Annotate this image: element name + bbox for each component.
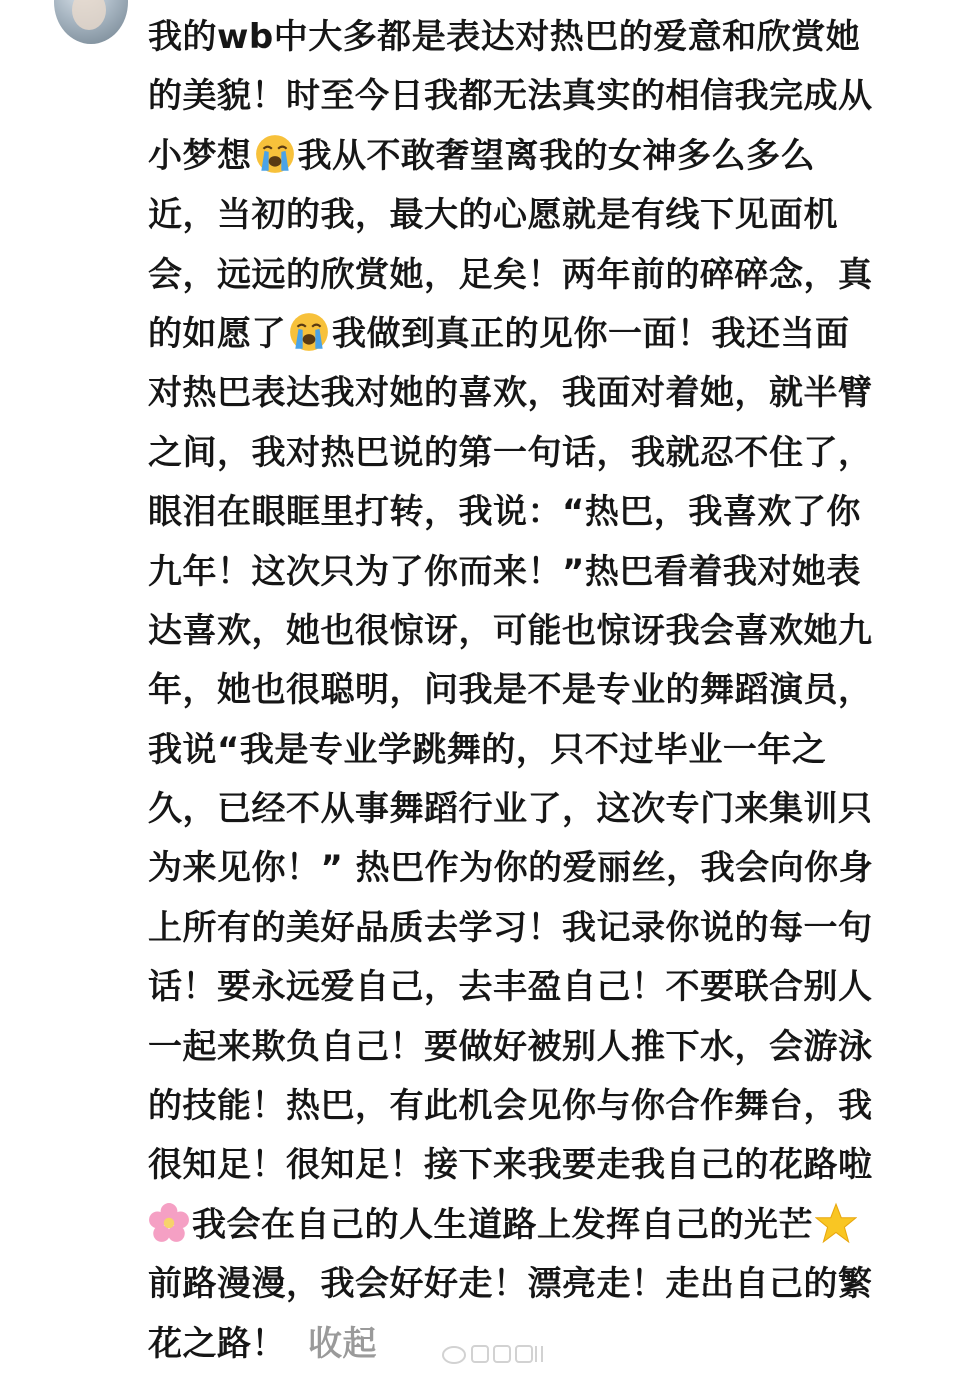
comment-line: 上所有的美好品质去学习！我记录你说的每一句 — [148, 907, 873, 948]
comment-line: 我说“我是专业学跳舞的，只不过毕业一年之 — [148, 729, 827, 770]
comment-line: 我的wb中大多都是表达对热巴的爱意和欣赏她 — [148, 17, 861, 57]
comment-line: 达喜欢，她也很惊讶，可能也惊讶我会喜欢她九 — [148, 610, 873, 651]
comment-line: 前路漫漫，我会好好走！漂亮走！走出自己的繁 — [148, 1264, 873, 1305]
comment-line: 近，当初的我，最大的心愿就是有线下见面机 — [148, 195, 838, 236]
cherry-blossom-icon — [148, 1202, 190, 1244]
comment-text: 我会在自己的人生道路上发挥自己的光芒 — [192, 1204, 813, 1245]
comment-line: 会，远远的欣赏她，足矣！两年前的碎碎念，真 — [148, 254, 873, 295]
comment-line: 年，她也很聪明，问我是不是专业的舞蹈演员， — [148, 670, 873, 711]
comment-line: 为来见你！” 热巴作为你的爱丽丝，我会向你身 — [148, 848, 874, 889]
comment-line: 久，已经不从事舞蹈行业了，这次专门来集训只 — [148, 789, 873, 830]
comment-line: 九年！这次只为了你而来！”热巴看着我对她表 — [148, 551, 861, 592]
collapse-link[interactable]: 收起 — [308, 1323, 377, 1364]
comment-line: 之间，我对热巴说的第一句话，我就忍不住了， — [148, 432, 873, 473]
comment-text: 我做到真正的见你一面！我还当面 — [332, 313, 850, 354]
comment-line: 的技能！热巴，有此机会见你与你合作舞台，我 — [148, 1086, 873, 1127]
comment-line — [148, 305, 913, 364]
comment-text: 我从不敢奢望离我的女神多么多么 — [297, 135, 815, 176]
comment-text: 小梦想 — [148, 135, 252, 176]
comment-line: 对热巴表达我对她的喜欢，我面对着她，就半臂 — [148, 373, 873, 414]
comment-line: 很知足！很知足！接下来我要走我自己的花路啦 — [148, 1145, 873, 1186]
comment-body — [148, 8, 913, 1374]
comment-line — [148, 127, 913, 186]
comment-text: 的如愿了 — [148, 313, 286, 354]
loudly-crying-face-icon — [288, 311, 330, 353]
comment-line: 眼泪在眼眶里打转，我说：“热巴，我喜欢了你 — [148, 492, 861, 533]
comment-line: 话！要永远爱自己，去丰盈自己！不要联合别人 — [148, 967, 873, 1008]
comment-line: 的美貌！时至今日我都无法真实的相信我完成从 — [148, 76, 873, 117]
comment-line: 一起来欺负自己！要做好被别人推下水，会游泳 — [148, 1026, 873, 1067]
avatar[interactable] — [54, 0, 128, 44]
watermark-logo — [440, 1340, 550, 1368]
comment-line — [148, 1196, 913, 1255]
comment-text: 花之路！ — [148, 1323, 286, 1364]
loudly-crying-face-icon — [254, 133, 296, 175]
glowing-star-icon — [815, 1202, 857, 1244]
